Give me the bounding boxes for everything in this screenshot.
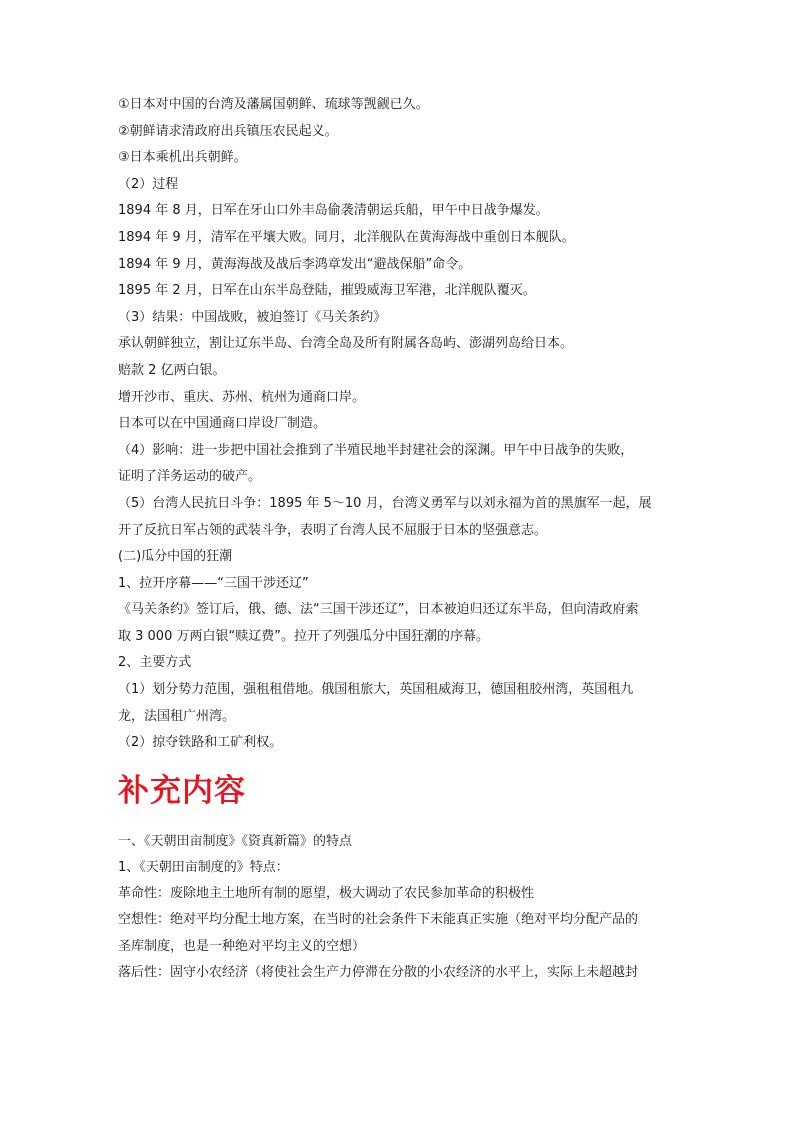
paragraph-line: 革命性：废除地主土地所有制的愿望，极大调动了农民参加革命的积极性 [118,886,535,902]
subheading-process: （2）过程 [118,176,179,192]
paragraph-line: 开了反抗日军占领的武装斗争，表明了台湾人民不屈服于日本的坚强意志。 [118,522,548,538]
subheading-prelude: 1、拉开序幕——“三国干涉还辽” [118,575,309,591]
section-sino-japanese-war [118,92,680,757]
paragraph-line: 取 3 000 万两白银“赎辽费”。拉开了列强瓜分中国狂潮的序幕。 [118,628,489,644]
paragraph-line: ①日本对中国的台湾及藩属国朝鲜、琉球等觊觎已久。 [118,97,429,112]
paragraph-line: 1894 年 9 月，清军在平壤大败。同月，北洋舰队在黄海海战中重创日本舰队。 [118,229,575,245]
paragraph-line: 圣库制度，也是一种绝对平均主义的空想） [118,938,366,954]
paragraph-line: 1894 年 8 月，日军在牙山口外丰岛偷袭清朝运兵船，甲午中日战争爆发。 [118,203,549,219]
paragraph-line: 落后性：固守小农经济（将使社会生产力停滞在分散的小农经济的水平上，实际上未超越封 [118,964,639,980]
subheading-taiwan-resistance: （5）台湾人民抗日斗争：1895 年 5～10 月，台湾义勇军与以刘永福为首的黑旗军一起，展 [118,495,652,511]
paragraph-line: 承认朝鲜独立，割让辽东半岛、台湾全岛及所有附属各岛屿、澎湖列岛给日本。 [118,336,574,352]
subheading-land-system: 1、《天朝田亩制度的》特点： [118,860,289,876]
paragraph-line: 证明了洋务运动的破产。 [118,469,262,485]
section-heading-taiping: 一、《天朝田亩制度》《资真新篇》的特点 [118,833,353,849]
paragraph-line: （2）掠夺铁路和工矿利权。 [118,735,283,751]
paragraph-line: （1）划分势力范围，强租租借地。俄国租旅大，英国租威海卫，德国租胶州湾，英国租九 [118,682,634,698]
section-heading-partition: (二)瓜分中国的狂潮 [118,549,233,565]
subheading-result: （3）结果：中国战败，被迫签订《马关条约》 [118,309,387,325]
paragraph-line: 1894 年 9 月，黄海海战及战后李鸿章发出“避战保船”命令。 [118,256,472,272]
subheading-impact: （4）影响：进一步把中国社会推到了半殖民地半封建社会的深渊。甲午中日战争的失败， [118,442,634,458]
supplement-heading: 补充内容 [118,772,246,809]
document-page [118,92,680,986]
paragraph-line: 《马关条约》签订后，俄、德、法“三国干涉还辽”，日本被迫归还辽东半岛，但向清政府索 [118,602,639,618]
paragraph-line: 空想性：绝对平均分配土地方案，在当时的社会条件下未能真正实施（绝对平均分配产品的 [118,912,639,928]
subheading-main-methods: 2、主要方式 [118,655,192,671]
paragraph-line: ②朝鲜请求清政府出兵镇压农民起义。 [118,123,338,139]
paragraph-line: 增开沙市、重庆、苏州、杭州为通商口岸。 [118,389,366,405]
paragraph-line: 1895 年 2 月，日军在山东半岛登陆，摧毁威海卫军港，北洋舰队覆灭。 [118,283,536,299]
section-supplement [118,829,680,986]
paragraph-line: 日本可以在中国通商口岸设厂制造。 [118,416,327,432]
paragraph-line: 龙，法国租广州湾。 [118,708,236,724]
paragraph-line: 赔款 2 亿两白银。 [118,362,226,378]
paragraph-line: ③日本乘机出兵朝鲜。 [118,150,247,166]
